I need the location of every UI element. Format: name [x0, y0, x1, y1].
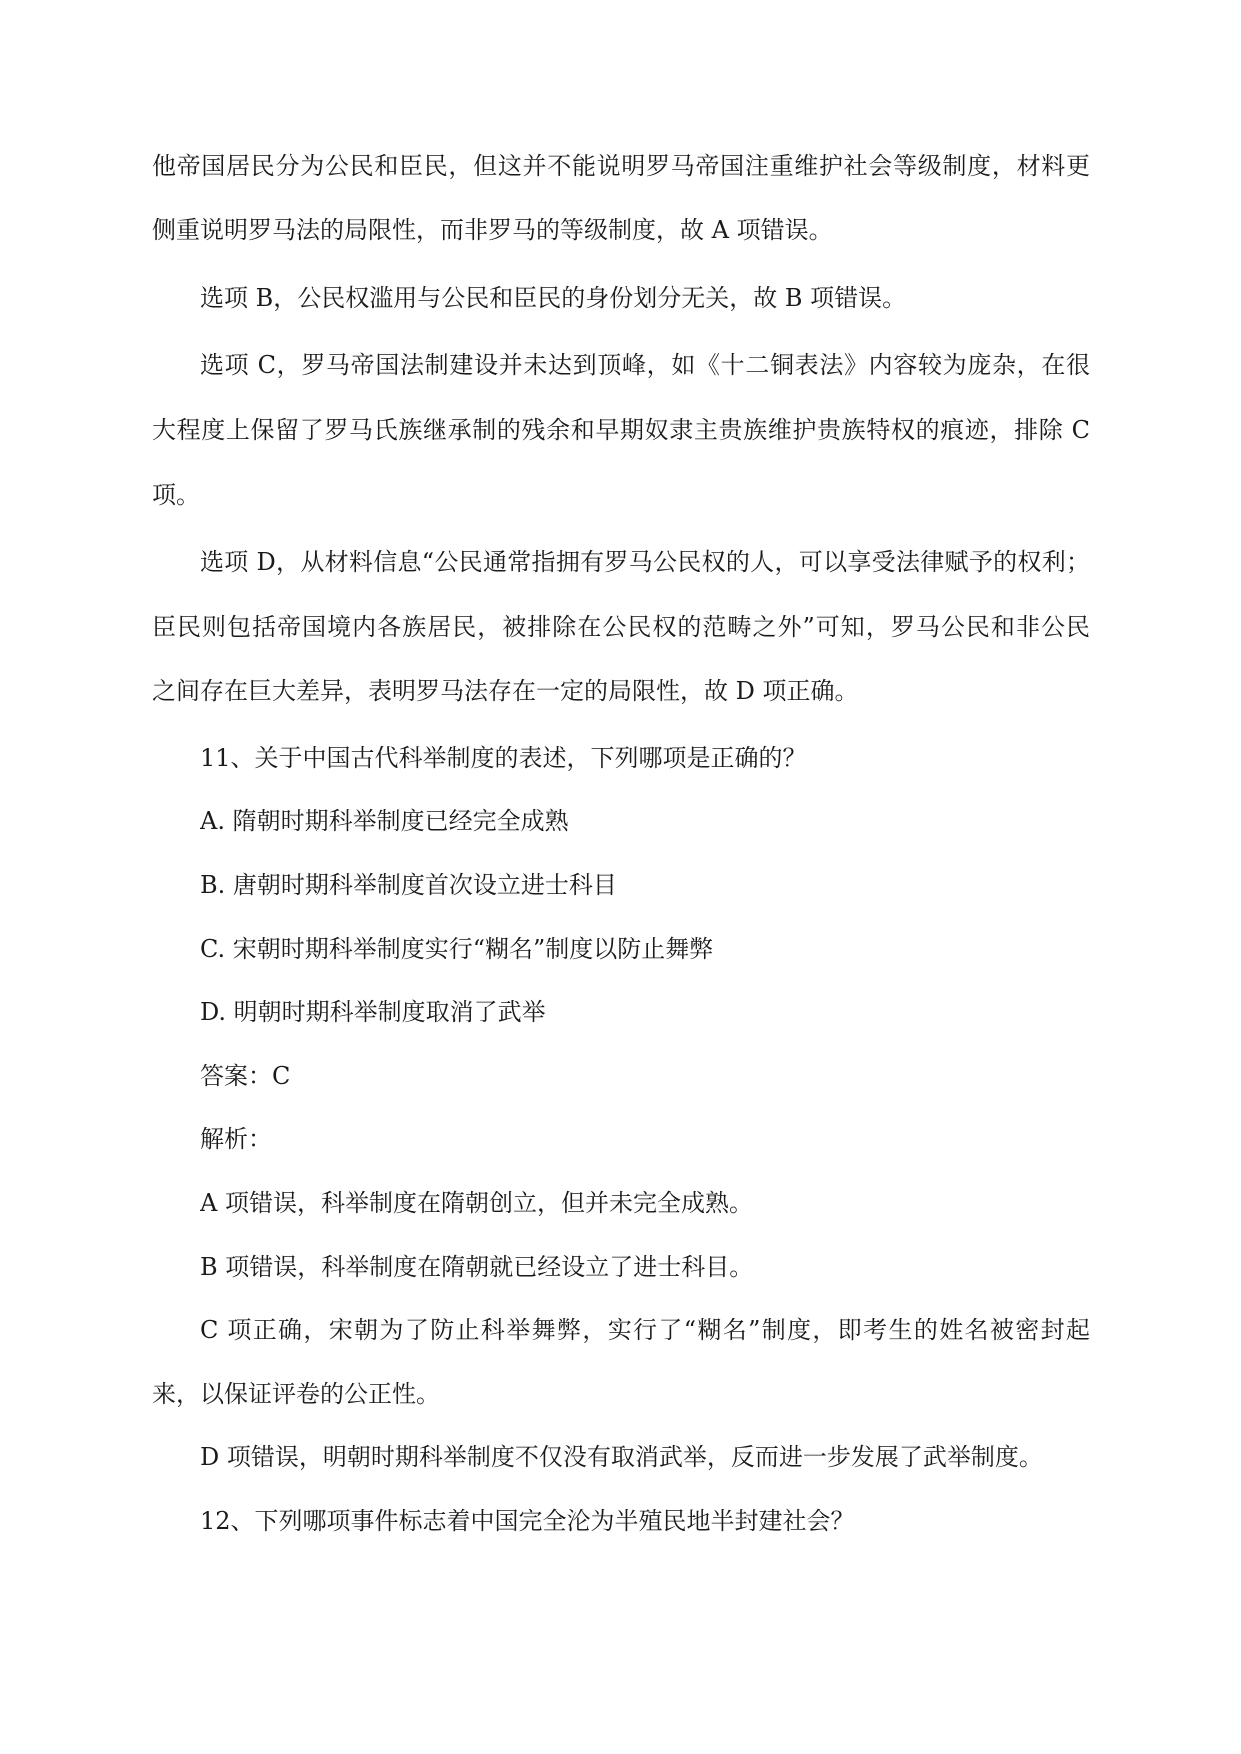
option-c: C. 宋朝时期科举制度实行“糊名”制度以防止舞弊 [200, 935, 714, 963]
option-d: D. 明朝时期科举制度取消了武举 [200, 998, 546, 1026]
text-line: 选项 B，公民权滥用与公民和臣民的身份划分无关，故 B 项错误。 [200, 284, 907, 312]
question-12: 12、下列哪项事件标志着中国完全沦为半殖民地半封建社会？ [200, 1507, 855, 1535]
text-line: 侧重说明罗马法的局限性，而非罗马的等级制度，故 A 项错误。 [152, 216, 833, 244]
analysis-heading: 解析： [200, 1125, 272, 1153]
text-line: 大程度上保留了罗马氏族继承制的残余和早期奴隶主贵族维护贵族特权的痕迹，排除 C [152, 416, 1090, 444]
text-line: 他帝国居民分为公民和臣民，但这并不能说明罗马帝国注重维护社会等级制度，材料更 [152, 152, 1090, 180]
question-11: 11、关于中国古代科举制度的表述，下列哪项是正确的？ [200, 744, 807, 772]
option-a: A. 隋朝时期科举制度已经完全成熟 [200, 807, 569, 835]
text-line: 项。 [152, 481, 200, 509]
text-line: 选项 D，从材料信息“公民通常指拥有罗马公民权的人，可以享受法律赋予的权利； [200, 548, 1090, 576]
answer: 答案：C [200, 1062, 291, 1090]
analysis-d: D 项错误，明朝时期科举制度不仅没有取消武举，反而进一步发展了武举制度。 [200, 1443, 1043, 1471]
analysis-a: A 项错误，科举制度在隋朝创立，但并未完全成熟。 [200, 1189, 753, 1217]
analysis-c: C 项正确，宋朝为了防止科举舞弊，实行了“糊名”制度，即考生的姓名被密封起 [200, 1316, 1090, 1344]
text-line: 选项 C，罗马帝国法制建设并未达到顶峰，如《十二铜表法》内容较为庞杂，在很 [200, 351, 1090, 379]
analysis-c-cont: 来，以保证评卷的公正性。 [152, 1380, 440, 1408]
text-line: 之间存在巨大差异，表明罗马法存在一定的局限性，故 D 项正确。 [152, 677, 859, 705]
text-line: 臣民则包括帝国境内各族居民，被排除在公民权的范畴之外”可知，罗马公民和非公民 [152, 613, 1090, 641]
analysis-b: B 项错误，科举制度在隋朝就已经设立了进士科目。 [200, 1253, 754, 1281]
option-b: B. 唐朝时期科举制度首次设立进士科目 [200, 871, 617, 899]
